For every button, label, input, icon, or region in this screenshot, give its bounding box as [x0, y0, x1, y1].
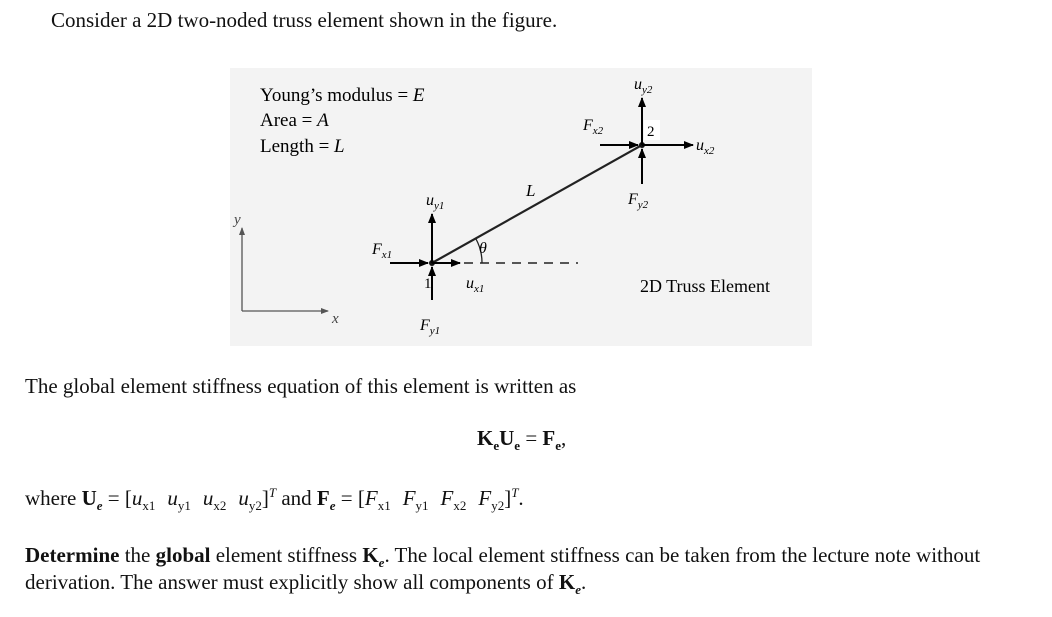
truss-figure — [230, 68, 812, 346]
f-term: F — [402, 486, 416, 510]
eq-end: , — [561, 426, 567, 450]
u-term: u — [167, 486, 178, 510]
eq-k: K — [477, 426, 494, 450]
modulus-symbol: E — [412, 85, 425, 106]
length-symbol: L — [334, 136, 345, 157]
node-2-label: 2 — [647, 124, 655, 140]
where-u-sub: e — [96, 498, 103, 513]
force-fy2-label: $F_{y2}$ — [628, 191, 649, 211]
truss-diagram — [230, 68, 812, 346]
eq-f: F — [542, 426, 556, 450]
where-transpose-f: T — [511, 485, 519, 500]
f-term: F — [478, 486, 492, 510]
where-close-u: ] — [261, 486, 269, 510]
f-term: F — [440, 486, 454, 510]
where-end: . — [518, 486, 524, 510]
where-close-f: ] — [504, 486, 512, 510]
task-t1: the — [119, 543, 156, 567]
disp-uy2-label: $u_{y2}$ — [634, 76, 653, 96]
area-label: Area = — [260, 110, 313, 131]
task-k2-sub: e — [575, 582, 581, 597]
where-line — [25, 486, 524, 511]
modulus-label: Young’s modulus = — [260, 85, 409, 106]
y-axis-label: y — [234, 212, 241, 228]
u-term-sub: x1 — [142, 498, 156, 513]
task-t2: element stiffness — [210, 543, 363, 567]
u-term: u — [202, 486, 214, 510]
where-f: F — [316, 486, 330, 510]
f-term: F — [364, 486, 378, 510]
disp-uy1-label: $u_{y1}$ — [426, 192, 445, 212]
area-row — [260, 110, 329, 131]
eq-k-sub: e — [493, 438, 500, 453]
length-label: L — [526, 181, 536, 200]
f-term-sub: x2 — [453, 498, 467, 513]
area-symbol: A — [317, 110, 329, 131]
x-axis-label: x — [332, 311, 339, 327]
modulus-row — [260, 85, 425, 106]
eq-u-sub: e — [514, 438, 521, 453]
u-term: u — [238, 486, 249, 510]
task-determine: Determine — [25, 543, 120, 567]
stiffness-equation — [477, 426, 566, 451]
task-t4: . — [580, 570, 587, 594]
task-global: global — [155, 543, 211, 567]
force-fx2-label: $F_{x2}$ — [583, 117, 604, 137]
where-eq2: = [ — [335, 486, 365, 510]
eq-u: U — [499, 426, 515, 450]
u-term-sub: x2 — [213, 498, 227, 513]
theta-label: θ — [479, 240, 487, 257]
statement-text: The global element stiffness equation of this element is written as — [25, 374, 577, 398]
u-term-sub: y2 — [248, 498, 262, 513]
where-u: U — [81, 486, 97, 510]
force-fx1-label: $F_{x1}$ — [372, 241, 393, 261]
length-row — [260, 136, 345, 157]
u-term: u — [131, 486, 143, 510]
intro-text: Consider a 2D two-noded truss element shown in the figure. — [51, 8, 558, 32]
where-transpose-u: T — [268, 485, 277, 500]
task-k2: K — [558, 570, 576, 594]
task-k: K — [362, 543, 379, 567]
eq-f-sub: e — [555, 438, 562, 453]
f-term-sub: x1 — [377, 498, 391, 513]
eq-equals: = — [520, 426, 543, 450]
where-eq1: = [ — [102, 486, 132, 510]
length-label: Length = — [260, 136, 330, 157]
node-1-label: 1 — [424, 276, 432, 292]
element-label: 2D Truss Element — [640, 276, 771, 296]
task-t3: . The local element stiffness can be taken from the lecture note without derivation. The answer must explicitly show all components of — [25, 543, 981, 594]
disp-ux2-label: $u_{x2}$ — [696, 137, 715, 157]
u-term-sub: y1 — [177, 498, 191, 513]
task-text — [25, 542, 1045, 596]
force-fy1-label: $F_{y1}$ — [420, 317, 441, 337]
disp-ux1-label: $u_{x1}$ — [466, 275, 485, 295]
f-term-sub: y1 — [415, 498, 429, 513]
task-k-sub: e — [378, 555, 385, 570]
where-lead: where — [25, 486, 82, 510]
where-and: and — [276, 486, 317, 510]
f-term-sub: y2 — [491, 498, 505, 513]
where-f-sub: e — [329, 498, 336, 513]
